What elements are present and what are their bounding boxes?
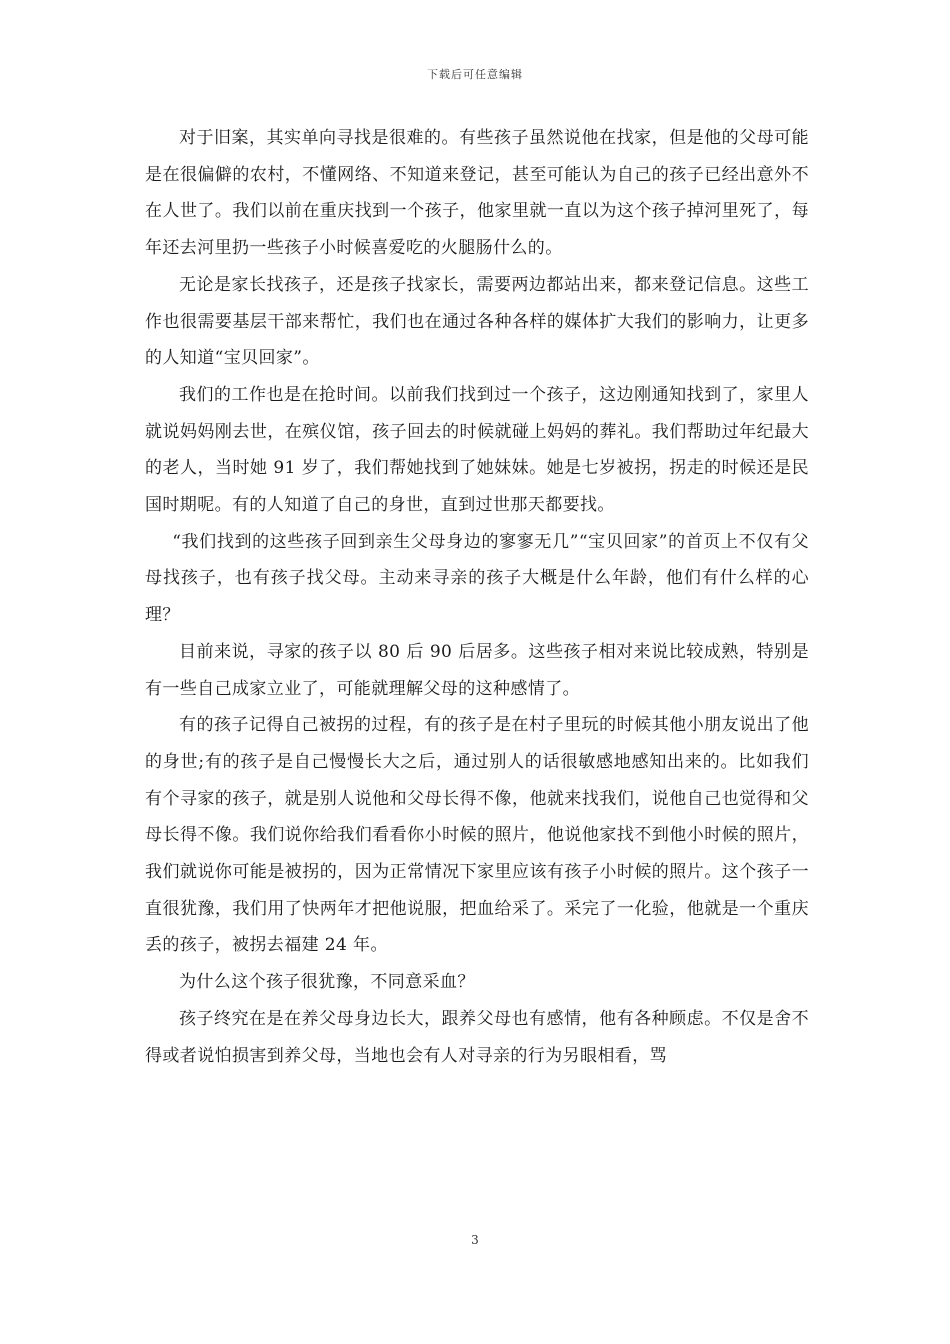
paragraph-question-hesitation: 为什么这个孩子很犹豫，不同意采血？ <box>179 972 475 993</box>
document-body <box>145 120 809 1074</box>
paragraph-both-sides-register: 无论是家长找孩子，还是孩子找家长，需要两边都站出来，都来登记信息。这些工作也很需要基层干部来帮忙，我们也在通过各种各样的媒体扩大我们的影响力，让更多的人知道“宝贝回家”。 <box>145 274 809 369</box>
paragraph-question-children-seeking: “我们找到的这些孩子回到亲生父母身边的寥寥无几”“宝贝回家”的首页上不仅有父母找孩子，也有孩子找父母。主动来寻亲的孩子大概是什么年龄，他们有什么样的心理？ <box>145 531 809 626</box>
page-header: 下载后可任意编辑 <box>427 68 523 81</box>
paragraph-age-of-seekers: 目前来说，寻家的孩子以 80 后 90 后居多。这些孩子相对来说比较成熟，特别是有一些自己成家立业了，可能就理解父母的这种感情了。 <box>145 641 809 699</box>
paragraph-how-children-learn: 有的孩子记得自己被拐的过程，有的孩子是在村子里玩的时候其他小朋友说出了他的身世;有的孩子是自己慢慢长大之后，通过别人的话很敏感地感知出来的。比如我们有个寻家的孩子，就是别人说他和父母长得不像，他就来找我们，说他自己也觉得和父母长得不像。我们说你给我们看看你小时候的照片，他说他家找不到他小时候的照片，我们就说你可能是被拐的，因为正常情况下家里应该有孩子小时候的照片。这个孩子一直很犹豫，我们用了快两年才把他说服，把血给采了。采完了一化验，他就是一个重庆丢的孩子，被拐去福建 24 年。 <box>145 715 809 956</box>
paragraph-adoptive-parents: 孩子终究在是在养父母身边长大，跟养父母也有感情，他有各种顾虑。不仅是舍不得或者说怕损害到养父母，当地也会有人对寻亲的行为另眼相看，骂 <box>145 1008 809 1066</box>
paragraph-racing-time: 我们的工作也是在抢时间。以前我们找到过一个孩子，这边刚通知找到了，家里人就说妈妈刚去世，在殡仪馆，孩子回去的时候就碰上妈妈的葬礼。我们帮助过年纪最大的老人，当时她 91 岁了，我们帮她找到了她妹妹。她是七岁被拐，拐走的时候还是民国时期呢。有的人知道了自己的身世，直到过世那天都要找。 <box>145 384 809 516</box>
paragraph-old-cases: 对于旧案，其实单向寻找是很难的。有些孩子虽然说他在找家，但是他的父母可能是在很偏僻的农村，不懂网络、不知道来登记，甚至可能认为自己的孩子已经出意外不在人世了。我们以前在重庆找到一个孩子，他家里就一直以为这个孩子掉河里死了，每年还去河里扔一些孩子小时候喜爱吃的火腿肠什么的。 <box>145 128 809 259</box>
page-number: 3 <box>471 1233 479 1247</box>
